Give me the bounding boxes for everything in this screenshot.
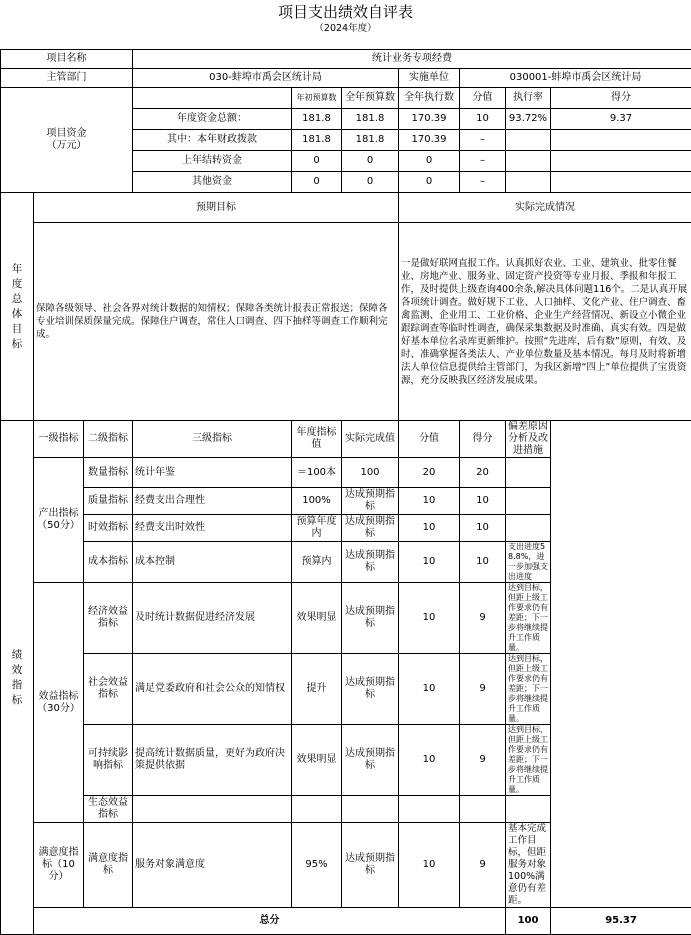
ind-actual: 达成预期指标 bbox=[342, 654, 399, 725]
funds-row-label: 其中：本年财政拨款 bbox=[133, 130, 292, 151]
ind-header-level2: 二级指标 bbox=[84, 421, 133, 458]
funds-annual: 0 bbox=[342, 172, 399, 193]
funds-executed: 170.39 bbox=[399, 109, 460, 130]
ind-score: 9 bbox=[460, 823, 506, 908]
ind-actual: 达成预期指标 bbox=[342, 583, 399, 654]
goals-section-label: 年度总体目标 bbox=[11, 262, 23, 352]
funds-header-annual: 全年预算数 bbox=[342, 88, 399, 109]
ind-note bbox=[506, 458, 551, 488]
funds-rate: 93.72% bbox=[506, 109, 551, 130]
ind-score-max: 20 bbox=[399, 458, 460, 488]
total-label: 总分 bbox=[34, 908, 506, 935]
ind-note: 达到目标，但距上级工作要求仍有差距；下一步将继续提升工作质量。 bbox=[506, 583, 551, 654]
ind-level2: 满意度指标 bbox=[84, 823, 133, 908]
dept-label: 主管部门 bbox=[1, 69, 133, 88]
funds-score-max: – bbox=[460, 130, 506, 151]
funds-row-label: 年度资金总额： bbox=[133, 109, 292, 130]
ind-header-score: 得分 bbox=[460, 421, 506, 458]
ind-actual: 达成预期指标 bbox=[342, 823, 399, 908]
ind-note bbox=[506, 488, 551, 515]
ind-level2: 可持续影响指标 bbox=[84, 725, 133, 796]
ind-level3: 满足党委政府和社会公众的知情权 bbox=[133, 654, 292, 725]
funds-annual: 181.8 bbox=[342, 109, 399, 130]
funds-header-score: 得分 bbox=[551, 88, 691, 109]
actual-result-header: 实际完成情况 bbox=[399, 193, 691, 223]
indicator-row bbox=[1, 488, 691, 515]
ind-actual: 达成预期指标 bbox=[342, 542, 399, 583]
funds-initial: 0 bbox=[292, 172, 342, 193]
ind-score bbox=[460, 796, 506, 823]
funds-rate bbox=[506, 151, 551, 172]
ind-score-max: 10 bbox=[399, 725, 460, 796]
funds-header-executed: 全年执行数 bbox=[399, 88, 460, 109]
ind-level2: 生态效益指标 bbox=[84, 796, 133, 823]
ind-score: 9 bbox=[460, 583, 506, 654]
goals-section-cell bbox=[1, 193, 34, 421]
ind-header-note: 偏差原因分析及改进措施 bbox=[506, 421, 551, 458]
ind-level2: 社会效益指标 bbox=[84, 654, 133, 725]
ind-target: 预算内 bbox=[292, 542, 342, 583]
ind-header-level3: 三级指标 bbox=[133, 421, 292, 458]
benefit-indicator-label: 效益指标 （30分） bbox=[34, 583, 84, 823]
ind-note: 基本完成工作目标，但距服务对象100%满意仍有差距。 bbox=[506, 823, 551, 908]
ind-level3: 服务对象满意度 bbox=[133, 823, 292, 908]
funds-initial: 181.8 bbox=[292, 130, 342, 151]
ind-note bbox=[506, 515, 551, 542]
funds-rate bbox=[506, 130, 551, 151]
ind-score: 20 bbox=[460, 458, 506, 488]
expected-goal-text: 保障各级领导、社会各界对统计数据的知情权；保障各类统计报表正常报送；保障各专业培训保质保量完成。保障住户调查，常住人口调查、四下抽样等调查工作顺利完成。 bbox=[34, 223, 399, 421]
ind-level3: 经费支出时效性 bbox=[133, 515, 292, 542]
funds-score bbox=[551, 130, 691, 151]
ind-level2: 质量指标 bbox=[84, 488, 133, 515]
funds-section-label: 项目资金 （万元） bbox=[1, 88, 133, 193]
dept-value: 030-蚌埠市禹会区统计局 bbox=[133, 69, 399, 88]
satisfaction-indicator-label: 满意度指标（10分） bbox=[34, 823, 84, 908]
ind-target: 提升 bbox=[292, 654, 342, 725]
actual-result-text: 一是做好联网直报工作。认真抓好农业、工业、建筑业、批零住餐业、房地产业、服务业、固定资产投资等专业月报、季报和年报工作，及时提供上级查询400余条,解决具体问题116个。二是认真开展各项统计调查。做好规下工业、人口抽样、文化产业、住户调查、畜禽监测、企业用工、工业价格、企业生产经营情况、新设立小微企业跟踪调查等临时性调查，确保采集数据及时准确、真实有效。四是做好基本单位名录库更新维护。按照“先进库，后有数”原则，有效、及时、准确掌握各类法人、产业单位数量及基本情况。每月及时将新增法人单位信息提供给主管部门，为我区新增“四上”单位提供了宝贵资源，充分反映我区经济发展成果。 bbox=[399, 223, 691, 421]
funds-header-score-max: 分值 bbox=[460, 88, 506, 109]
funds-score-max: – bbox=[460, 172, 506, 193]
indicator-row bbox=[1, 458, 691, 488]
funds-annual: 181.8 bbox=[342, 130, 399, 151]
ind-level2: 成本指标 bbox=[84, 542, 133, 583]
total-score: 95.37 bbox=[551, 908, 691, 935]
ind-header-actual: 实际完成值 bbox=[342, 421, 399, 458]
indicator-row bbox=[1, 654, 691, 725]
ind-level3: 及时统计数据促进经济发展 bbox=[133, 583, 292, 654]
ind-target: 100% bbox=[292, 488, 342, 515]
ind-level3: 经费支出合理性 bbox=[133, 488, 292, 515]
funds-score bbox=[551, 172, 691, 193]
funds-initial: 181.8 bbox=[292, 109, 342, 130]
ind-score-max: 10 bbox=[399, 542, 460, 583]
indicator-row bbox=[1, 515, 691, 542]
ind-level3: 提高统计数据质量，更好为政府决策提供依据 bbox=[133, 725, 292, 796]
funds-row-label: 其他资金 bbox=[133, 172, 292, 193]
funds-initial: 0 bbox=[292, 151, 342, 172]
indicator-row bbox=[1, 725, 691, 796]
indicators-section-label: 绩效指标 bbox=[11, 648, 23, 708]
ind-score-max: 10 bbox=[399, 823, 460, 908]
ind-target: ＝100本 bbox=[292, 458, 342, 488]
funds-header-blank bbox=[133, 88, 292, 109]
funds-score-max: 10 bbox=[460, 109, 506, 130]
funds-header-initial: 年初预算数 bbox=[292, 88, 342, 109]
ind-target: 预算年度内 bbox=[292, 515, 342, 542]
ind-actual: 达成预期指标 bbox=[342, 515, 399, 542]
ind-note bbox=[506, 796, 551, 823]
funds-score: 9.37 bbox=[551, 109, 691, 130]
ind-score-max: 10 bbox=[399, 488, 460, 515]
ind-note: 支出进度58.8%，进一步加强支出进度 bbox=[506, 542, 551, 583]
ind-score: 10 bbox=[460, 515, 506, 542]
ind-level2: 经济效益指标 bbox=[84, 583, 133, 654]
ind-score: 9 bbox=[460, 725, 506, 796]
ind-score-max: 10 bbox=[399, 654, 460, 725]
ind-score: 10 bbox=[460, 542, 506, 583]
indicator-row bbox=[1, 583, 691, 654]
output-indicator-label: 产出指标 （50分） bbox=[34, 458, 84, 583]
report-year: （2024年度） bbox=[0, 22, 691, 36]
ind-target: 95% bbox=[292, 823, 342, 908]
ind-actual bbox=[342, 796, 399, 823]
funds-header-rate: 执行率 bbox=[506, 88, 551, 109]
funds-annual: 0 bbox=[342, 151, 399, 172]
funds-row-label: 上年结转资金 bbox=[133, 151, 292, 172]
evaluation-table bbox=[0, 49, 691, 935]
ind-target: 效果明显 bbox=[292, 725, 342, 796]
project-name-label: 项目名称 bbox=[1, 50, 133, 69]
ind-actual: 达成预期指标 bbox=[342, 488, 399, 515]
ind-level2: 数量指标 bbox=[84, 458, 133, 488]
indicator-row bbox=[1, 823, 691, 908]
funds-executed: 170.39 bbox=[399, 130, 460, 151]
ind-score-max: 10 bbox=[399, 515, 460, 542]
total-score-max: 100 bbox=[506, 908, 551, 935]
funds-rate bbox=[506, 172, 551, 193]
ind-header-level1: 一级指标 bbox=[34, 421, 84, 458]
ind-score-max bbox=[399, 796, 460, 823]
ind-note: 达到目标，但距上级工作要求仍有差距；下一步将继续提升工作质量。 bbox=[506, 725, 551, 796]
funds-score bbox=[551, 151, 691, 172]
page-title: 项目支出绩效自评表 bbox=[0, 2, 691, 22]
funds-executed: 0 bbox=[399, 151, 460, 172]
total-row bbox=[1, 908, 691, 935]
ind-level3 bbox=[133, 796, 292, 823]
ind-note: 达到目标，但距上级工作要求仍有差距；下一步将继续提升工作质量。 bbox=[506, 654, 551, 725]
ind-score: 9 bbox=[460, 654, 506, 725]
funds-executed: 0 bbox=[399, 172, 460, 193]
ind-level2: 时效指标 bbox=[84, 515, 133, 542]
impl-unit-label: 实施单位 bbox=[399, 69, 460, 88]
ind-target bbox=[292, 796, 342, 823]
ind-actual: 达成预期指标 bbox=[342, 725, 399, 796]
ind-score: 10 bbox=[460, 488, 506, 515]
ind-header-score-max: 分值 bbox=[399, 421, 460, 458]
ind-target: 效果明显 bbox=[292, 583, 342, 654]
ind-score-max: 10 bbox=[399, 583, 460, 654]
indicator-row bbox=[1, 796, 691, 823]
ind-level3: 成本控制 bbox=[133, 542, 292, 583]
indicator-row bbox=[1, 542, 691, 583]
ind-level3: 统计年鉴 bbox=[133, 458, 292, 488]
expected-goal-header: 预期目标 bbox=[34, 193, 399, 223]
ind-header-target: 年度指标值 bbox=[292, 421, 342, 458]
indicators-section-cell bbox=[1, 421, 34, 935]
impl-unit-value: 030001-蚌埠市禹会区统计局 bbox=[460, 69, 691, 88]
project-name-value: 统计业务专项经费 bbox=[133, 50, 691, 69]
funds-score-max: – bbox=[460, 151, 506, 172]
ind-actual: 100 bbox=[342, 458, 399, 488]
